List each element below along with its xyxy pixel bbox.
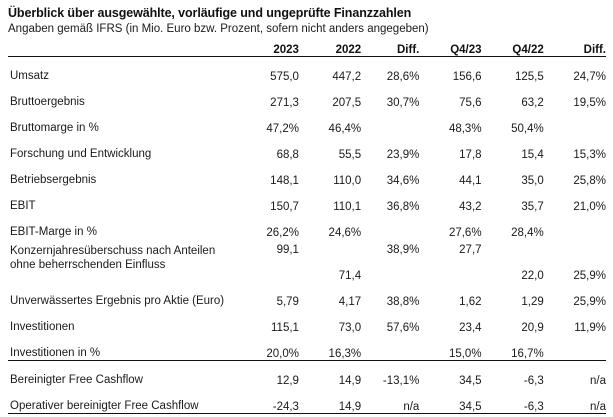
- table-row: [8, 282, 606, 308]
- cell-2022: 447,2: [332, 71, 362, 83]
- column-header-diff-quarter: Diff.: [544, 44, 606, 57]
- cell-q4-22: 22,0: [521, 270, 544, 282]
- cell-diff-quarter: 25,9%: [573, 270, 606, 282]
- column-header-q4-22: Q4/22: [482, 44, 544, 57]
- row-label-line1: Konzernjahresüberschuss nach Anteilen: [10, 245, 216, 257]
- table-header-row: [8, 44, 606, 57]
- cell-2022: 207,5: [332, 97, 362, 109]
- cell-q4-22: 63,2: [521, 97, 544, 109]
- cell-diff-quarter: 11,9%: [574, 322, 606, 334]
- table-row: [8, 334, 606, 361]
- cell-diff-quarter: [544, 109, 606, 135]
- row-label: Operativer bereinigter Free Cashflow: [8, 387, 237, 414]
- cell-2023: 20,0%: [266, 348, 299, 360]
- cell-2023: 26,2%: [266, 227, 299, 239]
- cell-diff-year: [361, 109, 419, 135]
- column-header-q4-23: Q4/23: [419, 44, 481, 57]
- cell-diff-quarter: 25,9%: [573, 296, 606, 308]
- cell-diff-quarter: 25,8%: [573, 175, 606, 187]
- cell-q4-22: 125,5: [514, 71, 544, 83]
- table-row: [8, 57, 606, 84]
- cell-2023: 271,3: [270, 97, 299, 109]
- cell-diff-quarter: [544, 334, 606, 361]
- cell-q4-23: 27,6%: [448, 227, 482, 239]
- cell-diff-year: 30,7%: [386, 97, 420, 109]
- row-label: Betriebsergebnis: [10, 173, 97, 186]
- cell-diff-year: 28,6%: [386, 71, 420, 83]
- column-header-diff-year: Diff.: [361, 44, 419, 57]
- row-label: Forschung und Entwicklung: [10, 147, 152, 160]
- cell-q4-22: 35,0: [521, 175, 544, 187]
- cell-2022: 71,4: [338, 270, 362, 282]
- cell-diff-year: 34,6%: [386, 175, 420, 187]
- cell-diff-year: 57,6%: [386, 322, 420, 334]
- cell-diff-year: n/a: [361, 387, 419, 414]
- table-row: [8, 187, 606, 213]
- cell-2022: 110,1: [333, 201, 362, 213]
- cell-q4-22: 28,4%: [511, 227, 544, 239]
- column-header-label: [8, 44, 237, 57]
- cell-q4-23: 27,7: [459, 244, 482, 256]
- cell-q4-23: 44,1: [459, 175, 482, 187]
- cell-q4-23: 1,62: [459, 296, 482, 308]
- cell-diff-quarter: 24,7%: [573, 71, 606, 83]
- cell-diff-year: [361, 213, 419, 239]
- row-label: Bereinigter Free Cashflow: [8, 361, 237, 388]
- cell-q4-23: 48,3%: [448, 123, 482, 135]
- financial-figures-table: [8, 44, 606, 414]
- row-label: EBIT: [10, 199, 36, 212]
- row-label-line2: ohne beherrschenden Einfluss: [10, 259, 166, 271]
- table-row: [8, 239, 606, 282]
- table-body: [8, 57, 606, 414]
- cell-q4-22: 20,9: [521, 322, 544, 334]
- cell-2022: 110,0: [333, 175, 362, 187]
- cell-2023: 148,1: [270, 175, 299, 187]
- table-row: [8, 109, 606, 135]
- table-row: [8, 308, 606, 334]
- cell-2022: 55,5: [338, 149, 362, 161]
- row-label: Bruttoergebnis: [10, 95, 85, 108]
- row-label: Investitionen in %: [10, 346, 101, 359]
- table-row: [8, 387, 606, 414]
- cell-2023: -24,3: [237, 387, 299, 414]
- cell-diff-year: -13,1%: [361, 361, 419, 388]
- table-row: [8, 135, 606, 161]
- cell-q4-23: 23,4: [459, 322, 482, 334]
- cell-q4-22: 50,4%: [511, 123, 544, 135]
- cell-2023: 575,0: [270, 71, 299, 83]
- cell-2022: 73,0: [338, 322, 362, 334]
- cell-2022: 46,4%: [328, 123, 362, 135]
- cell-2023: 12,9: [237, 361, 299, 388]
- cell-q4-23: 75,6: [459, 97, 482, 109]
- cell-diff-quarter: n/a: [544, 387, 606, 414]
- row-label: Umsatz: [10, 69, 49, 82]
- table-row: [8, 213, 606, 239]
- cell-q4-23: 43,2: [459, 201, 482, 213]
- cell-2023: 99,1: [276, 244, 299, 256]
- cell-q4-22: -6,3: [482, 387, 544, 414]
- cell-q4-22: 16,7%: [511, 348, 544, 360]
- cell-q4-23: 15,0%: [448, 348, 482, 360]
- page-subtitle: Angaben gemäß IFRS (in Mio. Euro bzw. Prozent, sofern nicht anders angegeben): [8, 23, 429, 35]
- cell-q4-23: 17,8: [459, 149, 482, 161]
- page-title: Überblick über ausgewählte, vorläufige und ungeprüfte Finanzzahlen: [8, 6, 412, 20]
- row-label: Unverwässertes Ergebnis pro Aktie (Euro): [10, 294, 225, 307]
- row-label: [8, 239, 237, 282]
- cell-2023: 68,8: [276, 149, 299, 161]
- table-row: [8, 161, 606, 187]
- cell-q4-22: 1,29: [521, 296, 544, 308]
- cell-diff-year: 38,8%: [386, 296, 420, 308]
- cell-diff-quarter: [544, 213, 606, 239]
- table-row: [8, 83, 606, 109]
- cell-2022: 14,9: [299, 361, 361, 388]
- row-label: Investitionen: [10, 320, 75, 333]
- cell-diff-year: [361, 334, 419, 361]
- cell-2022: 4,17: [338, 296, 362, 308]
- table-row: [8, 361, 606, 388]
- cell-2023: 5,79: [276, 296, 299, 308]
- cell-q4-22: 15,4: [521, 149, 544, 161]
- cell-q4-22: -6,3: [482, 361, 544, 388]
- column-header-2023: 2023: [237, 44, 299, 57]
- cell-diff-quarter: n/a: [544, 361, 606, 388]
- cell-diff-year: 23,9%: [386, 149, 420, 161]
- cell-2023: 115,1: [271, 322, 299, 334]
- cell-diff-year: 38,9%: [386, 244, 420, 256]
- cell-diff-quarter: 15,3%: [573, 149, 606, 161]
- table-header: [8, 44, 606, 57]
- cell-q4-22: 35,7: [521, 201, 544, 213]
- cell-diff-quarter: 21,0%: [573, 201, 606, 213]
- cell-2022: 16,3%: [328, 348, 362, 360]
- cell-2023: 47,2%: [266, 123, 299, 135]
- row-label: Bruttomarge in %: [10, 121, 99, 134]
- cell-2023: 150,7: [270, 201, 299, 213]
- cell-2022: 24,6%: [328, 227, 362, 239]
- cell-q4-23: 34,5: [419, 387, 481, 414]
- cell-diff-quarter: 19,5%: [573, 97, 606, 109]
- cell-q4-23: 156,6: [452, 71, 482, 83]
- row-label: EBIT-Marge in %: [10, 225, 97, 238]
- cell-diff-year: 36,8%: [386, 201, 420, 213]
- cell-2022: 14,9: [299, 387, 361, 414]
- cell-q4-23: 34,5: [419, 361, 481, 388]
- column-header-2022: 2022: [299, 44, 361, 57]
